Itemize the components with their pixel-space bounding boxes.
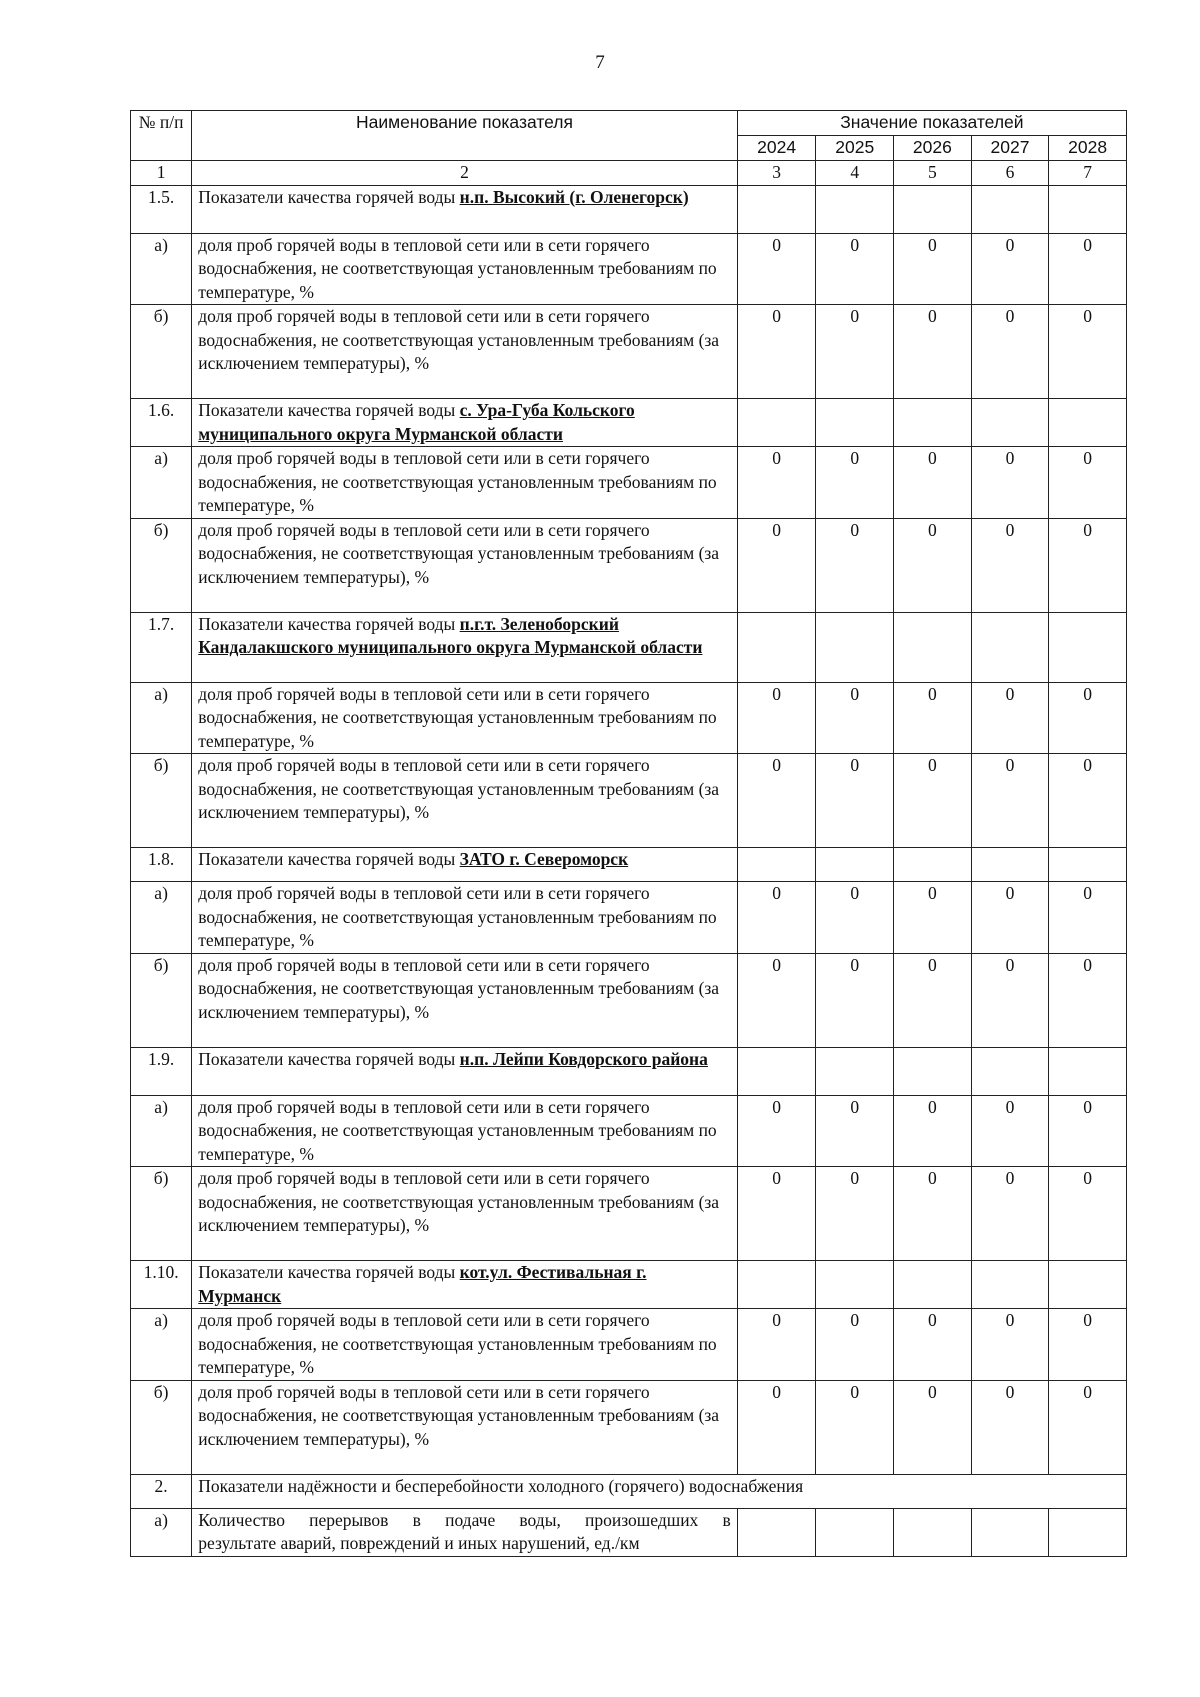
header-name: Наименование показателя [192,111,738,161]
header-year: 2028 [1049,136,1127,161]
row-letter: а) [131,682,192,754]
empty-value-cell [737,185,816,233]
value-cell: 0 [971,1309,1049,1381]
value-cell [894,1508,972,1556]
section-number: 1.5. [131,185,192,233]
value-cell: 0 [894,1095,972,1167]
row-letter: а) [131,1309,192,1381]
value-cell: 0 [894,518,972,612]
empty-value-cell [971,185,1049,233]
section-number: 1.9. [131,1047,192,1095]
value-cell: 0 [816,882,894,954]
empty-value-cell [894,848,972,882]
value-cell: 0 [737,1095,816,1167]
indicator-text: доля проб горячей воды в тепловой сети или в сети горячего водоснабжения, не соответствующая установленным требованиям (за исключением температуры), % [192,953,738,1047]
value-cell: 0 [816,682,894,754]
page-number: 7 [595,52,605,73]
row-letter: а) [131,233,192,305]
indicator-text: доля проб горячей воды в тепловой сети или в сети горячего водоснабжения, не соответствующая установленным требованиям по температуре, % [192,882,738,954]
column-index: 2 [192,161,738,186]
value-cell [1049,1508,1127,1556]
indicator-row [131,1380,1127,1474]
value-cell: 0 [816,953,894,1047]
column-index: 3 [737,161,816,186]
indicator-text: доля проб горячей воды в тепловой сети или в сети горячего водоснабжения, не соответствующая установленным требованиям (за исключением температуры), % [192,1380,738,1474]
header-year: 2027 [971,136,1049,161]
indicator-row [131,1309,1127,1381]
value-cell: 0 [971,233,1049,305]
section-location: н.п. Лейпи Ковдорского района [459,1048,708,1069]
empty-value-cell [894,1047,972,1095]
value-cell: 0 [737,682,816,754]
indicator-text [192,1508,738,1556]
section-title-prefix: Показатели качества горячей воды [198,613,456,634]
value-cell: 0 [894,953,972,1047]
row-letter: а) [131,1508,192,1556]
value-cell: 0 [1049,1380,1127,1474]
value-cell: 0 [737,754,816,848]
empty-value-cell [894,185,972,233]
empty-value-cell [816,848,894,882]
value-cell: 0 [737,518,816,612]
indicator-text: доля проб горячей воды в тепловой сети или в сети горячего водоснабжения, не соответствующая установленным требованиям по температуре, % [192,1309,738,1381]
empty-value-cell [894,399,972,447]
value-cell: 0 [894,754,972,848]
section-title [192,1261,738,1309]
value-cell: 0 [737,1380,816,1474]
indicator-text: доля проб горячей воды в тепловой сети или в сети горячего водоснабжения, не соответствующая установленным требованиям по температуре, % [192,682,738,754]
section-title-prefix: Показатели качества горячей воды [198,1048,456,1069]
empty-value-cell [971,1047,1049,1095]
value-cell: 0 [1049,682,1127,754]
section-title-row [131,848,1127,882]
column-index: 7 [1049,161,1127,186]
section-title-row [131,1047,1127,1095]
value-cell: 0 [894,305,972,399]
value-cell: 0 [1049,754,1127,848]
value-cell: 0 [971,447,1049,519]
empty-value-cell [737,612,816,682]
empty-value-cell [816,612,894,682]
value-cell: 0 [737,1309,816,1381]
column-index-row [131,161,1127,186]
indicator-row [131,882,1127,954]
header-row [131,111,1127,136]
value-cell: 0 [816,1380,894,1474]
row-letter: б) [131,1167,192,1261]
indicator-text-line: Количество перерывов в подаче воды, произошедших в [198,1509,731,1530]
column-index: 5 [894,161,972,186]
indicator-text: доля проб горячей воды в тепловой сети или в сети горячего водоснабжения, не соответствующая установленным требованиям по температуре, % [192,447,738,519]
value-cell: 0 [1049,1095,1127,1167]
value-cell [816,1508,894,1556]
value-cell: 0 [1049,305,1127,399]
table-body [131,111,1127,1557]
section-location: п.г.т. Зеленоборский Кандалакшского муниципального округа Мурманской области [198,613,703,657]
indicator-text: доля проб горячей воды в тепловой сети или в сети горячего водоснабжения, не соответствующая установленным требованиям по температуре, % [192,1095,738,1167]
row-letter: б) [131,1380,192,1474]
column-index: 4 [816,161,894,186]
empty-value-cell [1049,399,1127,447]
indicator-row [131,754,1127,848]
value-cell: 0 [816,1309,894,1381]
value-cell: 0 [971,1380,1049,1474]
section-location: н.п. Высокий (г. Оленегорск) [459,186,689,207]
section-number: 1.7. [131,612,192,682]
section-location: с. Ура-Губа Кольского муниципального округа Мурманской области [198,400,635,444]
indicators-table [130,110,1127,1557]
section-title-prefix: Показатели качества горячей воды [198,400,456,420]
indicator-text: доля проб горячей воды в тепловой сети или в сети горячего водоснабжения, не соответствующая установленным требованиям (за исключением температуры), % [192,1167,738,1261]
empty-value-cell [971,848,1049,882]
value-cell: 0 [1049,882,1127,954]
empty-value-cell [971,612,1049,682]
section-title [192,1047,738,1095]
section-title: Показатели надёжности и бесперебойности холодного (горячего) водоснабжения [192,1474,1127,1508]
empty-value-cell [894,612,972,682]
value-cell: 0 [1049,233,1127,305]
row-letter: б) [131,518,192,612]
section-title-row [131,1474,1127,1508]
empty-value-cell [737,848,816,882]
empty-value-cell [1049,185,1127,233]
value-cell: 0 [1049,953,1127,1047]
section-number: 2. [131,1474,192,1508]
value-cell: 0 [737,233,816,305]
value-cell: 0 [971,1095,1049,1167]
section-number: 1.8. [131,848,192,882]
value-cell: 0 [971,305,1049,399]
value-cell: 0 [737,882,816,954]
empty-value-cell [1049,1261,1127,1309]
value-cell [971,1508,1049,1556]
indicator-row [131,518,1127,612]
value-cell: 0 [971,882,1049,954]
empty-value-cell [1049,848,1127,882]
empty-value-cell [737,1047,816,1095]
row-letter: а) [131,447,192,519]
indicator-row [131,1095,1127,1167]
indicator-text-line: результате аварий, повреждений и иных нарушений, ед./км [198,1533,640,1553]
value-cell: 0 [894,447,972,519]
value-cell: 0 [894,1380,972,1474]
section-title-row [131,1261,1127,1309]
indicator-row [131,305,1127,399]
value-cell: 0 [1049,447,1127,519]
row-letter: а) [131,1095,192,1167]
empty-value-cell [1049,612,1127,682]
column-index: 1 [131,161,192,186]
value-cell: 0 [737,305,816,399]
empty-value-cell [816,1047,894,1095]
header-year: 2026 [894,136,972,161]
indicator-row [131,1508,1127,1556]
section-location: ЗАТО г. Североморск [459,849,629,869]
section-title-prefix: Показатели качества горячей воды [198,1262,456,1282]
row-letter: а) [131,882,192,954]
value-cell: 0 [971,1167,1049,1261]
value-cell: 0 [894,233,972,305]
empty-value-cell [816,185,894,233]
section-location: кот.ул. Фестивальная г. Мурманск [198,1262,647,1306]
value-cell: 0 [737,1167,816,1261]
indicator-row [131,1167,1127,1261]
section-title [192,399,738,447]
value-cell: 0 [816,754,894,848]
indicator-text: доля проб горячей воды в тепловой сети или в сети горячего водоснабжения, не соответствующая установленным требованиям (за исключением температуры), % [192,754,738,848]
empty-value-cell [737,399,816,447]
value-cell: 0 [816,447,894,519]
value-cell: 0 [1049,1167,1127,1261]
value-cell: 0 [894,1309,972,1381]
empty-value-cell [1049,1047,1127,1095]
empty-value-cell [971,399,1049,447]
value-cell: 0 [816,233,894,305]
empty-value-cell [816,399,894,447]
empty-value-cell [737,1261,816,1309]
indicator-row [131,447,1127,519]
value-cell: 0 [894,1167,972,1261]
value-cell: 0 [971,953,1049,1047]
value-cell: 0 [1049,1309,1127,1381]
value-cell: 0 [971,754,1049,848]
indicator-row [131,953,1127,1047]
value-cell: 0 [816,1167,894,1261]
row-letter: б) [131,305,192,399]
value-cell: 0 [816,1095,894,1167]
section-title-prefix: Показатели качества горячей воды [198,849,456,869]
value-cell: 0 [737,447,816,519]
value-cell: 0 [894,682,972,754]
empty-value-cell [971,1261,1049,1309]
section-title [192,612,738,682]
header-values: Значение показателей [737,111,1126,136]
section-title-row [131,185,1127,233]
section-title-prefix: Показатели качества горячей воды [198,186,456,207]
value-cell: 0 [1049,518,1127,612]
value-cell [737,1508,816,1556]
value-cell: 0 [816,518,894,612]
section-number: 1.10. [131,1261,192,1309]
value-cell: 0 [894,882,972,954]
section-title [192,848,738,882]
value-cell: 0 [971,518,1049,612]
indicator-row [131,682,1127,754]
empty-value-cell [816,1261,894,1309]
header-num: № п/п [131,111,192,161]
section-title-row [131,612,1127,682]
row-letter: б) [131,953,192,1047]
row-letter: б) [131,754,192,848]
indicator-text: доля проб горячей воды в тепловой сети или в сети горячего водоснабжения, не соответствующая установленным требованиям по температуре, % [192,233,738,305]
header-year: 2024 [737,136,816,161]
empty-value-cell [894,1261,972,1309]
value-cell: 0 [971,682,1049,754]
section-title-row [131,399,1127,447]
indicator-text: доля проб горячей воды в тепловой сети или в сети горячего водоснабжения, не соответствующая установленным требованиям (за исключением температуры), % [192,305,738,399]
section-title [192,185,738,233]
indicator-text: доля проб горячей воды в тепловой сети или в сети горячего водоснабжения, не соответствующая установленным требованиям (за исключением температуры), % [192,518,738,612]
indicator-row [131,233,1127,305]
value-cell: 0 [816,305,894,399]
section-number: 1.6. [131,399,192,447]
value-cell: 0 [737,953,816,1047]
header-year: 2025 [816,136,894,161]
column-index: 6 [971,161,1049,186]
